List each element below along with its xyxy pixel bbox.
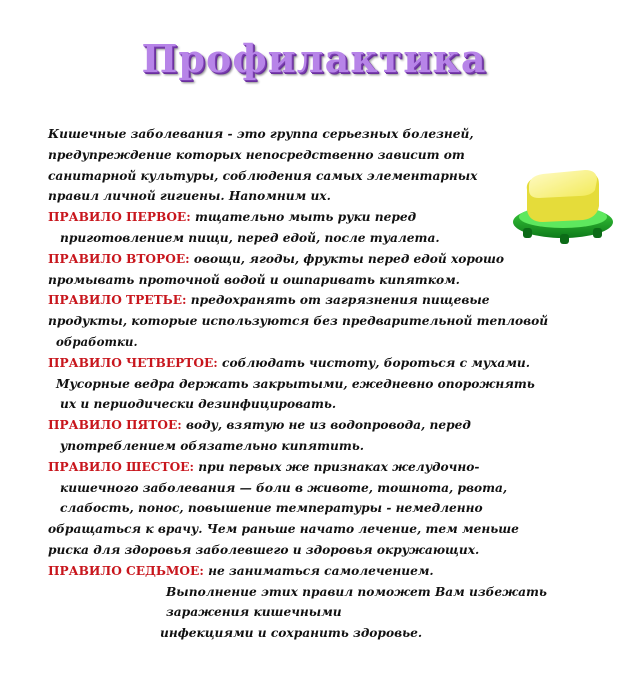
rule-label: ПРАВИЛО ТРЕТЬЕ: <box>48 293 187 308</box>
rule-text: слабость, понос, повышение температуры - немедленно <box>60 501 483 516</box>
rule-text: обращаться к врачу. Чем раньше начато лечение, тем меньше <box>48 522 519 537</box>
rule-line <box>48 563 434 579</box>
intro-line <box>48 147 465 163</box>
intro-text: Кишечные заболевания - это группа серьезных болезней, <box>48 127 474 141</box>
closing-text: инфекциями и сохранить здоровье. <box>160 626 423 641</box>
rule-text: воду, взятую не из водопровода, перед <box>181 418 471 433</box>
rule-text: приготовлением пищи, перед едой, после туалета. <box>60 231 440 245</box>
rule-continuation-line <box>60 480 507 496</box>
page-title: Профилактика <box>141 36 487 81</box>
closing-line <box>160 625 422 641</box>
rule-text: предохранять от загрязнения пищевые <box>186 293 490 308</box>
intro-text: предупреждение которых непосредственно зависит от <box>48 147 465 162</box>
rule-continuation-line <box>56 376 535 392</box>
rule-line <box>48 355 530 371</box>
rule-continuation-line <box>60 500 483 516</box>
rule-text: тщательно мыть руки перед <box>190 210 417 225</box>
rule-line <box>48 417 471 433</box>
intro-text: правил личной гигиены. Напомним их. <box>48 189 331 204</box>
rule-text: продукты, которые используются без предварительной тепловой <box>48 314 549 329</box>
rule-continuation-line <box>56 334 138 350</box>
rule-text: Мусорные ведра держать закрытыми, ежедневно опорожнять <box>56 376 535 391</box>
rule-text: обработки. <box>56 335 138 349</box>
closing-line <box>166 604 342 620</box>
rule-continuation-line <box>48 521 519 537</box>
rule-continuation-line <box>60 230 440 246</box>
rule-line <box>48 292 490 308</box>
soap-icon <box>505 162 615 252</box>
rule-label: ПРАВИЛО СЕДЬМОЕ: <box>48 563 204 578</box>
intro-line <box>48 126 474 142</box>
rule-line <box>48 459 479 475</box>
intro-text: санитарной культуры, соблюдения самых элементарных <box>48 168 478 183</box>
rule-label: ПРАВИЛО ПЕРВОЕ: <box>48 210 191 225</box>
intro-line <box>48 168 477 184</box>
rule-continuation-line <box>60 396 336 412</box>
rule-text: риска для здоровья заболевшего и здоровья окружающих. <box>48 543 480 557</box>
closing-text: заражения кишечными <box>166 605 342 620</box>
rule-line <box>48 251 504 267</box>
rule-text: соблюдать чистоту, бороться с мухами. <box>217 355 531 370</box>
rule-continuation-line <box>48 542 479 558</box>
rule-text: овощи, ягоды, фрукты перед едой хорошо <box>189 251 505 266</box>
rule-text: промывать проточной водой и ошпаривать кипятком. <box>48 272 460 287</box>
intro-line <box>48 188 331 204</box>
rule-text: кишечного заболевания — боли в животе, тошнота, рвота, <box>60 480 508 495</box>
rule-continuation-line <box>48 272 460 288</box>
rule-text: употреблением обязательно кипятить. <box>60 439 365 453</box>
rule-text: при первых же признаках желудочно- <box>193 459 480 474</box>
closing-text: Выполнение этих правил поможет Вам избежать <box>166 584 547 599</box>
rule-label: ПРАВИЛО ПЯТОЕ: <box>48 418 182 433</box>
closing-line <box>166 584 547 600</box>
rule-text: не заниматься самолечением. <box>203 563 434 578</box>
rule-continuation-line <box>60 438 364 454</box>
rule-text: их и периодически дезинфицировать. <box>60 397 337 412</box>
rule-label: ПРАВИЛО ЧЕТВЕРТОЕ: <box>48 355 218 370</box>
rule-label: ПРАВИЛО ШЕСТОЕ: <box>48 459 194 474</box>
rule-label: ПРАВИЛО ВТОРОЕ: <box>48 251 190 266</box>
rule-line <box>48 209 416 225</box>
rule-continuation-line <box>48 313 548 329</box>
